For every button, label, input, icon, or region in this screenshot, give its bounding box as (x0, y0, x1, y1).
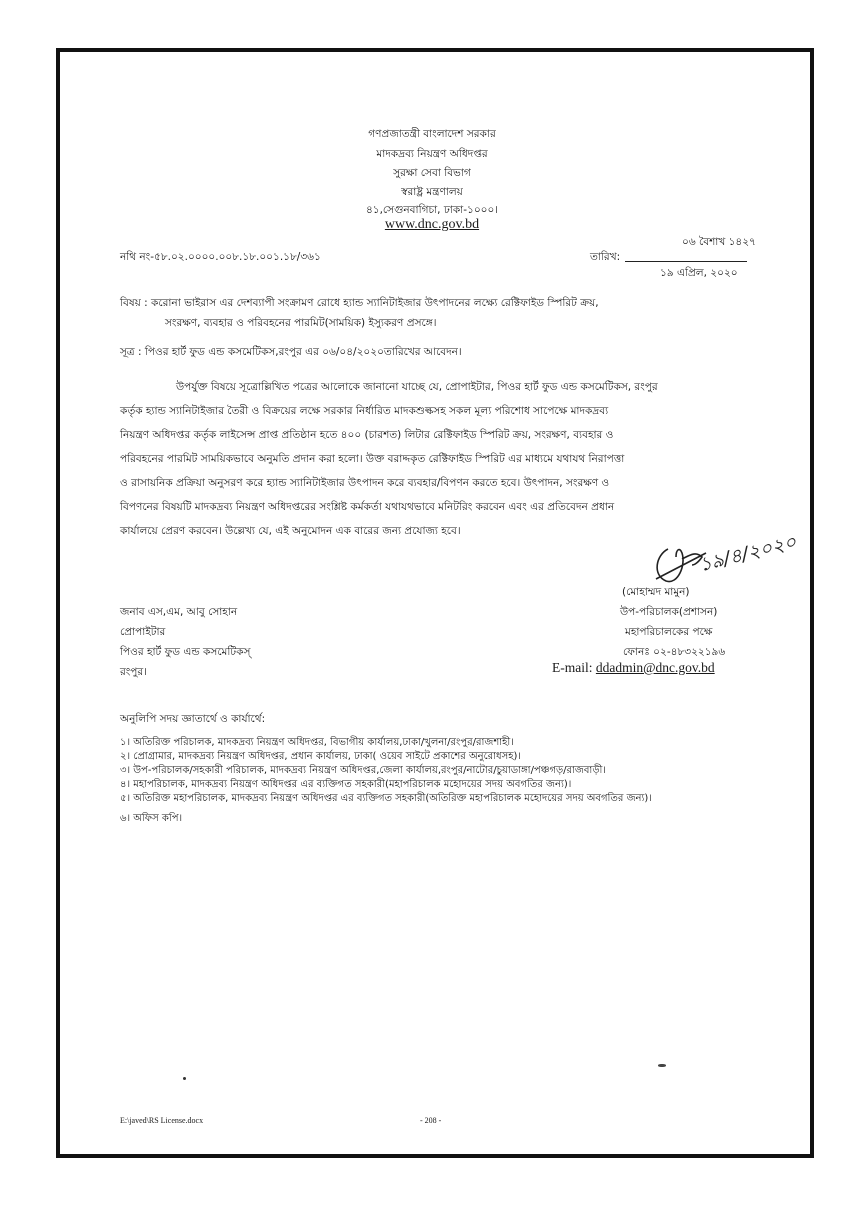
body-line-4: পরিবহনের পারমিট সাময়িকভাবে অনুমতি প্রদান করা হলো। উক্ত বরাদ্দকৃত রেক্টিফাইড স্পিরিট এর মাধ্যমে যথাযথ নিরাপত্তা (120, 453, 625, 465)
body-line-2: কর্তৃক হ্যান্ড স্যানিটাইজার তৈরী ও বিক্রয়ের লক্ষে সরকার নির্ধারিত মাদকশুল্কসহ সকল মূল্য পরিশোধ সাপেক্ষে মাদকদ্রব্য (120, 405, 609, 417)
subject-line-2: সংরক্ষণ, ব্যবহার ও পরিবহনের পারমিট(সাময়িক) ইস্যুকরণ প্রসঙ্গে। (165, 317, 437, 329)
email-label: E-mail: (552, 660, 596, 675)
footer-file-path: E:\javed\RS License.docx (120, 1116, 204, 1125)
signatory-phone: ফোনঃ ০২-৪৮৩২২১৯৬ (623, 646, 726, 658)
website-link[interactable]: www.dnc.gov.bd (384, 217, 480, 232)
date-label: তারিখ: (590, 251, 621, 263)
email-link[interactable]: ddadmin@dnc.gov.bd (595, 660, 715, 675)
office-address: ৪১,সেগুনবাগিচা, ঢাকা-১০০০। (365, 204, 499, 216)
cc-list (120, 736, 652, 826)
recipient-title: প্রোপাইটার (120, 626, 166, 638)
list-item: ২। প্রোগ্রামার, মাদকদ্রব্য নিয়ন্ত্রণ অধিদপ্তর, প্রধান কার্যালয়, ঢাকা( ওয়েব সাইটে প্রকাশের অনুরোধসহ)। (120, 751, 521, 762)
department-name: মাদকদ্রব্য নিয়ন্ত্রণ অধিদপ্তর (376, 148, 488, 160)
body-line-1: উপর্যুক্ত বিষয়ে সূত্রোল্লিখিত পত্রের আলোকে জানানো যাচ্ছে যে, প্রোপাইটার, পিওর হার্ট ফুড এন্ড কসমেটিকস, রংপুর (176, 381, 658, 393)
signature-date-scrawl: ১৯/৪/২০২০ (696, 530, 799, 577)
memo-number: নথি নং-৫৮.০২.০০০০.০০৮.১৮.০০১.১৮/৩৬১ (120, 251, 321, 263)
date-bangla: ০৬ বৈশাখ ১৪২৭ (682, 236, 756, 248)
list-item: ৪। মহাপরিচালক, মাদকদ্রব্য নিয়ন্ত্রণ অধিদপ্তর এর ব্যক্তিগত সহকারী(মহাপরিচালক মহোদয়ের সদয় অবগতির জন্য)। (120, 779, 572, 790)
gov-title: গণপ্রজাতন্ত্রী বাংলাদেশ সরকার (368, 128, 496, 140)
recipient-name: জনাব এস,এম, আবু সোহান (120, 606, 238, 618)
recipient-company: পিওর হার্ট ফুড এন্ড কসমেটিকস্ (120, 646, 251, 658)
list-item: ৫। অতিরিক্ত মহাপরিচালক, মাদকদ্রব্য নিয়ন্ত্রণ অধিদপ্তর এর ব্যক্তিগত সহকারী(অতিরিক্ত মহাপরিচালক মহোদয়ের সদয় অবগতির জন্য)। (120, 793, 652, 804)
signatory-email-row (552, 660, 715, 676)
body-line-7: কার্যালয়ে প্রেরণ করবেন। উল্লেখ্য যে, এই অনুমোদন এক বারের জন্য প্রযোজ্য হবে। (120, 525, 461, 537)
date-divider (625, 261, 747, 262)
scan-speck (183, 1077, 186, 1080)
body-line-3: নিয়ন্ত্রণ অধিদপ্তর কর্তৃক লাইসেন্স প্রাপ্ত প্রতিষ্ঠান হতে ৪০০ (চারশত) লিটার রেক্টিফাইড স্পিরিট ক্রয়, সংরক্ষণ, ব্যবহার ও (120, 429, 614, 441)
ministry-name: স্বরাষ্ট্র মন্ত্রণালয় (401, 186, 463, 198)
list-item: ৩। উপ-পরিচালক/সহকারী পরিচালক, মাদকদ্রব্য নিয়ন্ত্রণ অধিদপ্তর,জেলা কার্যালয়,রংপুর/নাটোর/চুয়াডাঙ্গা/পঞ্চগড়/রাজবাড়ী। (120, 765, 606, 776)
body-line-6: বিপণনের বিষয়টি মাদকদ্রব্য নিয়ন্ত্রণ অধিদপ্তরের সংশ্লিষ্ট কর্মকর্তা যথাযথভাবে মনিটরিং করবেন এবং এর প্রতিবেদন প্রধান (120, 501, 615, 513)
recipient-city: রংপুর। (120, 666, 147, 678)
subject-line-1: বিষয় : করোনা ভাইরাস এর দেশব্যাপী সংক্রামণ রোধে হ্যান্ড স্যানিটাইজার উৎপাদনের লক্ষ্যে রেক্টিফাইড স্পিরিট ক্রয়, (120, 297, 599, 309)
cc-heading: অনুলিপি সদয় জ্ঞাতার্থে ও কার্যার্থে: (120, 713, 266, 725)
list-item: ৬। অফিস কপি। (120, 813, 183, 824)
scan-speck (658, 1064, 666, 1067)
signatory-name: (মোহাম্মদ মামুন) (622, 586, 690, 598)
signatory-on-behalf: মহাপরিচালকের পক্ষে (625, 626, 713, 638)
list-item: ১। অতিরিক্ত পরিচালক, মাদকদ্রব্য নিয়ন্ত্রণ অধিদপ্তর, বিভাগীয় কার্যালয়,ঢাকা/খুলনা/রংপুর/রাজশাহী। (120, 737, 514, 748)
body-line-5: ও রাসায়নিক প্রক্রিয়া অনুসরণ করে হ্যান্ড স্যানিটাইজার উৎপাদন করে ব্যবহার/বিপণন করতে হবে। উৎপাদন, সংরক্ষণ ও (120, 477, 610, 489)
reference-line: সূত্র : পিওর হার্ট ফুড এন্ড কসমেটিকস,রংপুর এর ০৬/০৪/২০২০তারিখের আবেদন। (120, 346, 462, 358)
signatory-designation: উপ-পরিচালক(প্রশাসন) (620, 606, 718, 618)
division-name: সুরক্ষা সেবা বিভাগ (393, 167, 471, 179)
date-english: ১৯ এপ্রিল, ২০২০ (660, 267, 738, 279)
footer-page-number: - 208 - (420, 1116, 442, 1125)
